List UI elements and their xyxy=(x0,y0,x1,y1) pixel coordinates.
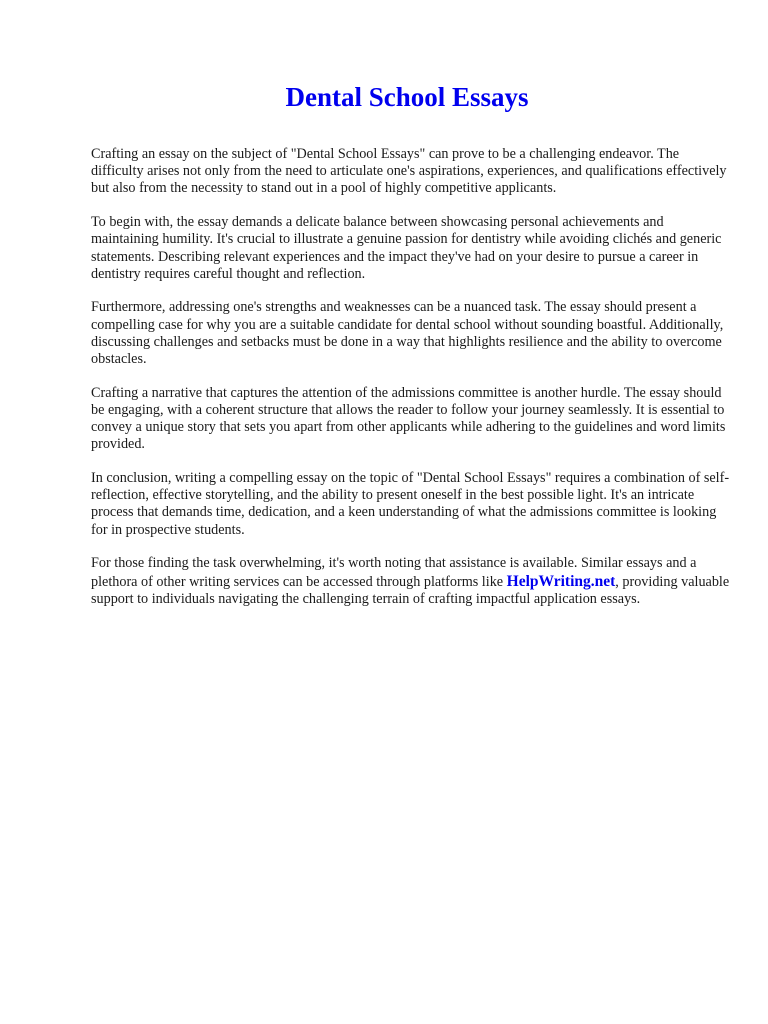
helpwriting-link[interactable]: HelpWriting.net xyxy=(506,572,616,590)
document-body xyxy=(91,146,731,624)
paragraph-1: Crafting an essay on the subject of "Dental School Essays" can prove to be a challenging endeavor. The difficulty arises not only from the need to articulate one's aspirations, experiences, and qualifications effectively but also from the necessity to stand out in a pool of highly competitive applicants. xyxy=(91,146,727,197)
paragraph-3: Furthermore, addressing one's strengths and weaknesses can be a nuanced task. The essay should present a compelling case for why you are a suitable candidate for dental school without sounding boastful. Additionally, discussing challenges and setbacks must be done in a way that highlights resilience and the ability to overcome obstacles. xyxy=(91,299,724,368)
paragraph-6 xyxy=(91,555,731,608)
paragraph-6-text-before-link: For those finding the task overwhelming, it's worth noting that assistance is available. Similar essays and a plethora of other writing services can be accessed through platforms like xyxy=(91,555,697,590)
paragraph-6-text-after-link: , providing valuable support to individuals navigating the challenging terrain of crafting impactful application essays. xyxy=(91,573,730,607)
paragraph-2: To begin with, the essay demands a delicate balance between showcasing personal achievements and maintaining humility. It's crucial to illustrate a genuine passion for dentistry while avoiding clichés and generic statements. Describing relevant experiences and the impact they've had on your desire to pursue a career in dentistry requires careful thought and reflection. xyxy=(91,214,722,282)
paragraph-5: In conclusion, writing a compelling essay on the topic of "Dental School Essays" requires a combination of self-reflection, effective storytelling, and the ability to present oneself in the best possible light. It's an intricate process that demands time, dedication, and a keen understanding of what the admissions committee is looking for in prospective students. xyxy=(91,470,730,538)
document-title: Dental School Essays xyxy=(285,82,529,112)
paragraph-4: Crafting a narrative that captures the attention of the admissions committee is another hurdle. The essay should be engaging, with a coherent structure that allows the reader to follow your journey seamlessly. It is essential to convey a unique story that sets you apart from other applicants while adhering to the guidelines and word limits provided. xyxy=(91,384,726,453)
